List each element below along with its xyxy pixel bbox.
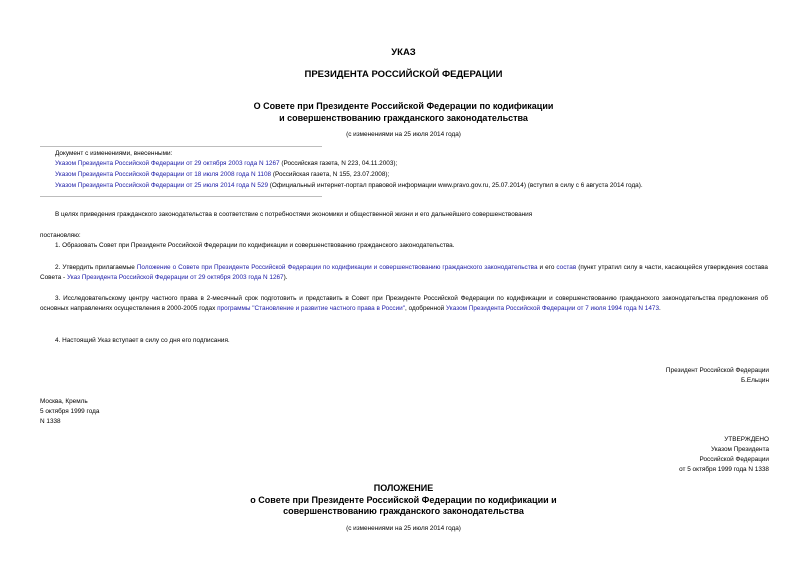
paragraph-2 [40, 263, 768, 283]
change-source-3: (Официальный интернет-портал правовой информации www.pravo.gov.ru, 25.07.2014) (вступил в силу с 6 августа 2014 года). [268, 182, 643, 189]
place-date: 5 октября 1999 года [40, 408, 100, 415]
decree-amended-note: (с изменениями на 25 июля 2014 года) [346, 131, 461, 138]
approved-date: от 5 октября 1999 года N 1338 [679, 466, 769, 473]
paragraph-3-text-a: 3. Исследовательскому центру частного права в 2-месячный срок подготовить и представить в Совет при Президенте Российской Федерации по кодификации и совершенствованию гражданского законодательства предложения об основных направлениях осуществления в 2000-2005 годах [40, 295, 768, 312]
decree-issuer: ПРЕЗИДЕНТА РОССИЙСКОЙ ФЕДЕРАЦИИ [304, 69, 503, 80]
paragraph-4: 4. Настоящий Указ вступает в силу со дня его подписания. [55, 337, 230, 344]
changes-bottom-rule [40, 196, 322, 197]
regulation-subject-line1: о Совете при Президенте Российской Федерации по кодификации и [250, 495, 557, 505]
composition-link[interactable]: состав [556, 264, 577, 271]
paragraph-2-text-a: 2. Утвердить прилагаемые [55, 264, 137, 271]
regulation-link[interactable]: Положение о Совете при Президенте Российской Федерации по кодификации и совершенствованию гражданского законодательства [136, 264, 538, 271]
paragraph-2-text-d: ). [283, 274, 288, 281]
decree-title: УКАЗ [391, 47, 416, 58]
decree-1473-link[interactable]: Указом Президента Российской Федерации от 7 июля 1994 года N 1473 [446, 305, 660, 312]
place-city: Москва, Кремль [40, 398, 88, 405]
paragraph-3 [40, 294, 768, 314]
change-item-1 [55, 159, 397, 169]
approved-label: УТВЕРЖДЕНО [724, 436, 769, 443]
preamble: В целях приведения гражданского законодательства в соответствие с потребностями экономики и общественной жизни и его дальнейшего совершенствования [55, 211, 533, 218]
regulation-title: ПОЛОЖЕНИЕ [373, 483, 434, 493]
paragraph-1: 1. Образовать Совет при Президенте Российской Федерации по кодификации и совершенствованию гражданского законодательства. [55, 242, 455, 249]
change-source-2: (Российская газета, N 155, 23.07.2008); [271, 171, 390, 178]
change-source-1: (Российская газета, N 223, 04.11.2003); [279, 160, 398, 167]
signature-name: Б.Ельцин [740, 377, 769, 384]
changes-intro: Документ с изменениями, внесенными: [55, 150, 173, 157]
regulation-subject-line2: совершенствованию гражданского законодательства [283, 506, 524, 516]
paragraph-3-text-c: . [659, 305, 661, 312]
changes-top-rule [40, 146, 322, 147]
decree-subject-line2: и совершенствованию гражданского законодательства [279, 113, 528, 123]
change-link-2[interactable]: Указом Президента Российской Федерации от 18 июля 2008 года N 1108 [55, 171, 272, 178]
paragraph-2-text-b: и его [537, 264, 557, 271]
decree-subject-line1: О Совете при Президенте Российской Федерации по кодификации [253, 101, 554, 111]
decree-word: постановляю: [40, 232, 81, 239]
program-link[interactable]: программы "Становление и развитие частного права в России" [217, 305, 406, 312]
regulation-amended-note: (с изменениями на 25 июля 2014 года) [346, 525, 461, 532]
approved-country: Российской Федерации [699, 456, 769, 463]
change-link-1[interactable]: Указом Президента Российской Федерации от 29 октября 2003 года N 1267 [55, 160, 280, 167]
change-link-3[interactable]: Указом Президента Российской Федерации от 25 июля 2014 года N 529 [55, 182, 268, 189]
decree-1267-link[interactable]: Указ Президента Российской Федерации от 29 октября 2003 года N 1267 [66, 274, 284, 281]
place-number: N 1338 [40, 418, 61, 425]
change-item-3 [55, 181, 643, 191]
paragraph-2-text-c: (пункт утратил силу в части, касающейся утверждения состава Совета - [40, 264, 768, 281]
change-item-2 [55, 170, 389, 180]
paragraph-3-text-b: , одобренной [405, 305, 447, 312]
signature-position: Президент Российской Федерации [665, 367, 769, 374]
approved-by: Указом Президента [710, 446, 769, 453]
